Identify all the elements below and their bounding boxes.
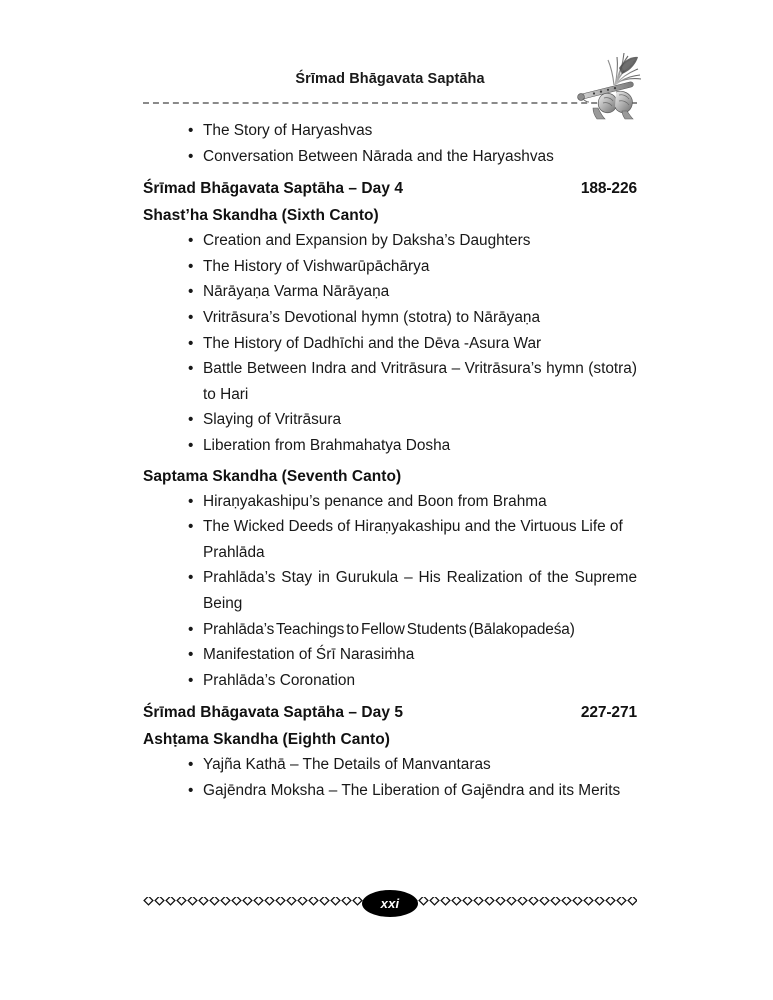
canto-heading-sixth: Shast’ha Skandha (Sixth Canto) [143,207,379,225]
list-item: • Prahlāda’s Stay in Gurukula – His Realization of the Supreme Being [143,565,637,616]
bullet-icon: • [188,436,194,454]
list-item: • Battle Between Indra and Vritrāsura – Vritrāsura’s hymn (stotra) to Hari [143,356,637,407]
day-heading-title: Śrīmad Bhāgavata Saptāha – Day 4 [143,180,404,198]
bullet-icon: • [188,756,194,774]
day-heading-row-day5 [143,704,637,722]
flute-peacock-feather-icon [572,48,644,120]
bullet-icon: • [188,334,194,352]
list-item: • Prahlāda’s Coronation [143,668,637,694]
bullet-icon: • [188,232,194,250]
bullet-icon: • [188,518,194,536]
day-heading-page-range: 188-226 [580,180,637,198]
bullet-icon: • [188,569,194,587]
list-item: • Prahlāda’s Teachings to Fellow Students (Bālakopadeśa) [143,617,637,643]
bullet-icon: • [188,620,194,638]
page-header [143,72,637,87]
list-item: • Conversation Between Nārada and the Haryashvas [143,144,637,170]
bullet-icon: • [188,781,194,799]
bullet-icon: • [188,308,194,326]
list-item: • Gajēndra Moksha – The Liberation of Gajēndra and its Merits [143,778,637,804]
toc-bullet-list-continued [143,118,637,169]
toc-bullet-list-seventh-canto [143,489,637,694]
list-item: • Nārāyaṇa Varma Nārāyaṇa [143,279,637,305]
bullet-icon: • [188,283,194,301]
toc-bullet-list-eighth-canto [143,752,637,803]
canto-heading-seventh: Saptama Skandha (Seventh Canto) [143,467,402,485]
list-item: • The History of Vishwarūpāchārya [143,254,637,280]
bullet-icon: • [188,411,194,429]
day-heading-row-day4 [143,180,637,198]
bullet-icon: • [188,257,194,275]
toc-content [143,118,637,803]
list-item: • Yajña Kathā – The Details of Manvantaras [143,752,637,778]
bullet-icon: • [188,360,194,378]
day-heading-title: Śrīmad Bhāgavata Saptāha – Day 5 [143,704,404,722]
list-item: • Liberation from Brahmahatya Dosha [143,433,637,459]
bullet-icon: • [188,492,194,510]
list-item: • The History of Dadhīchi and the Dēva -Asura War [143,331,637,357]
list-item: • Manifestation of Śrī Narasiṁha [143,642,637,668]
toc-bullet-list-sixth-canto [143,228,637,458]
list-item: • Slaying of Vritrāsura [143,407,637,433]
bullet-icon: • [188,122,194,139]
page-footer [143,890,637,920]
list-item: • The Story of Haryashvas [143,118,637,144]
list-item: • The Wicked Deeds of Hiraṇyakashipu and the Virtuous Life of Prahlāda [143,514,637,565]
page-number-folio: xxi [362,890,418,917]
day-heading-page-range: 227-271 [580,704,637,722]
bullet-icon: • [188,646,194,664]
bullet-icon: • [188,671,194,689]
header-dashed-rule [143,102,637,104]
bullet-icon: • [188,147,194,165]
list-item: • Hiraṇyakashipu’s penance and Boon from Brahma [143,489,637,515]
running-head-title: Śrīmad Bhāgavata Saptāha [295,71,485,87]
list-item: • Creation and Expansion by Daksha’s Daughters [143,228,637,254]
canto-heading-eighth: Ashṭama Skandha (Eighth Canto) [143,731,390,749]
list-item: • Vritrāsura’s Devotional hymn (stotra) to Nārāyaṇa [143,305,637,331]
